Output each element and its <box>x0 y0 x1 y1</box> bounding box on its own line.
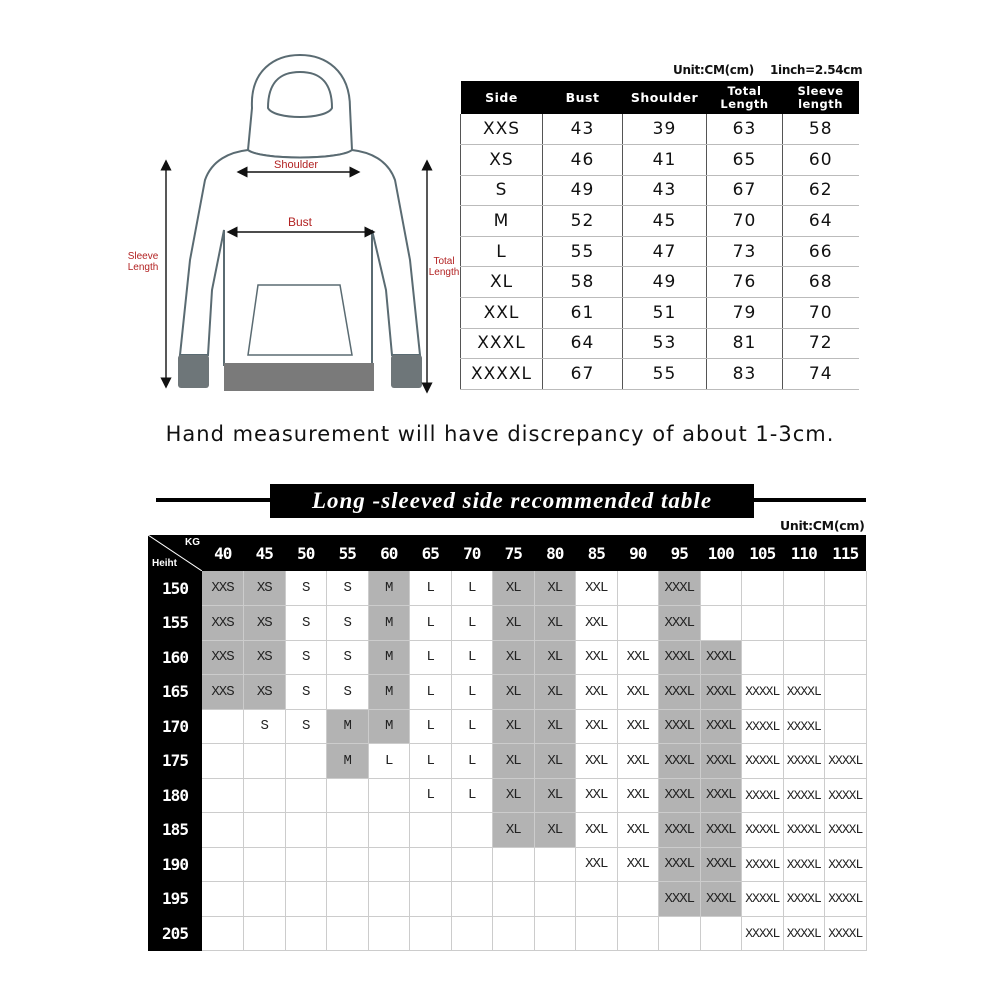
size-row <box>461 206 859 237</box>
size-recommendation-cell <box>451 916 493 951</box>
size-row <box>461 359 859 390</box>
size-recommendation-cell: M <box>368 571 410 606</box>
size-recommendation-cell: XXL <box>617 778 659 813</box>
hoodie-diagram <box>110 50 460 400</box>
size-recommendation-cell <box>493 916 535 951</box>
size-recommendation-cell: L <box>410 571 452 606</box>
size-recommendation-cell: S <box>244 709 286 744</box>
size-value-cell: 67 <box>707 175 783 206</box>
size-recommendation-cell <box>368 847 410 882</box>
size-header-cell: Bust <box>543 81 623 114</box>
weight-header-cell: 55 <box>327 535 369 571</box>
size-row <box>461 298 859 329</box>
weight-header-cell: 100 <box>700 535 742 571</box>
size-recommendation-cell <box>410 916 452 951</box>
size-recommendation-cell <box>825 571 867 606</box>
size-recommendation-cell <box>285 778 327 813</box>
size-value-cell: 62 <box>783 175 859 206</box>
size-recommendation-cell: XL <box>493 571 535 606</box>
size-recommendation-cell <box>285 813 327 848</box>
size-recommendation-grid <box>148 535 867 951</box>
bust-label: Bust <box>288 215 313 229</box>
height-header-cell: 195 <box>148 882 202 917</box>
size-value-cell: 64 <box>543 328 623 359</box>
size-recommendation-cell: L <box>451 675 493 710</box>
height-header-cell: 155 <box>148 606 202 641</box>
size-recommendation-cell <box>825 709 867 744</box>
size-recommendation-cell: XL <box>534 778 576 813</box>
size-recommendation-cell <box>825 675 867 710</box>
size-recommendation-cell: XXL <box>576 640 618 675</box>
height-row <box>148 813 866 848</box>
size-value-cell: 63 <box>707 114 783 145</box>
size-recommendation-cell: XXXL <box>659 847 701 882</box>
size-recommendation-cell <box>534 847 576 882</box>
size-recommendation-cell <box>368 778 410 813</box>
size-recommendation-cell <box>783 606 825 641</box>
height-row <box>148 916 866 951</box>
size-recommendation-cell: L <box>451 709 493 744</box>
size-value-cell: 58 <box>783 114 859 145</box>
unit-label: Unit:CM(cm) <box>673 63 754 77</box>
size-value-cell: 53 <box>623 328 707 359</box>
grid-corner <box>148 535 202 571</box>
size-recommendation-cell: XXL <box>576 778 618 813</box>
size-recommendation-cell: XXL <box>576 744 618 779</box>
size-recommendation-cell <box>244 882 286 917</box>
size-recommendation-cell: XXXXL <box>742 916 784 951</box>
size-recommendation-cell: L <box>451 606 493 641</box>
size-recommendation-cell: L <box>410 606 452 641</box>
size-value-cell: 47 <box>623 236 707 267</box>
height-row <box>148 882 866 917</box>
weight-header-cell: 50 <box>285 535 327 571</box>
size-recommendation-cell: XXXL <box>700 813 742 848</box>
size-recommendation-cell: XXS <box>202 675 244 710</box>
size-name-cell: M <box>461 206 543 237</box>
size-value-cell: 43 <box>623 175 707 206</box>
size-recommendation-cell: XL <box>493 640 535 675</box>
size-value-cell: 55 <box>623 359 707 390</box>
size-recommendation-cell: XXS <box>202 640 244 675</box>
size-recommendation-cell: XL <box>534 640 576 675</box>
size-recommendation-cell: S <box>285 640 327 675</box>
size-recommendation-cell: XL <box>534 709 576 744</box>
size-recommendation-cell <box>576 882 618 917</box>
size-recommendation-cell: XXXL <box>659 571 701 606</box>
size-recommendation-cell <box>825 640 867 675</box>
size-value-cell: 66 <box>783 236 859 267</box>
size-recommendation-cell <box>783 640 825 675</box>
size-table-header <box>461 81 859 114</box>
weight-header-cell: 115 <box>825 535 867 571</box>
size-name-cell: XXS <box>461 114 543 145</box>
size-recommendation-cell <box>202 778 244 813</box>
size-row <box>461 175 859 206</box>
conversion-label: 1inch=2.54cm <box>769 63 863 77</box>
size-value-cell: 68 <box>783 267 859 298</box>
size-recommendation-cell: XXXXL <box>783 916 825 951</box>
size-recommendation-cell: XXL <box>617 709 659 744</box>
size-row <box>461 328 859 359</box>
size-recommendation-cell: S <box>327 675 369 710</box>
size-header-cell: Shoulder <box>623 81 707 114</box>
weight-header-cell: 90 <box>617 535 659 571</box>
size-recommendation-cell: XXL <box>576 709 618 744</box>
size-recommendation-cell <box>451 847 493 882</box>
height-header-cell: 175 <box>148 744 202 779</box>
recommend-title: Long -sleeved side recommended table <box>270 484 754 518</box>
size-recommendation-cell <box>742 640 784 675</box>
size-recommendation-cell <box>576 916 618 951</box>
weight-header-cell: 95 <box>659 535 701 571</box>
size-recommendation-cell <box>825 606 867 641</box>
size-recommendation-cell: L <box>451 571 493 606</box>
size-row <box>461 114 859 145</box>
size-recommendation-cell <box>368 882 410 917</box>
size-recommendation-cell: XXXXL <box>742 882 784 917</box>
size-recommendation-cell <box>451 882 493 917</box>
size-recommendation-cell: XXXL <box>700 882 742 917</box>
sleeve-length-label: Sleeve Length <box>127 251 159 273</box>
size-recommendation-cell <box>244 744 286 779</box>
weight-header-cell: 75 <box>493 535 535 571</box>
size-value-cell: 61 <box>543 298 623 329</box>
size-recommendation-cell <box>493 882 535 917</box>
size-recommendation-cell: XXL <box>576 847 618 882</box>
size-recommendation-cell: L <box>410 640 452 675</box>
size-recommendation-cell: L <box>451 640 493 675</box>
size-value-cell: 76 <box>707 267 783 298</box>
unit-note <box>673 63 862 77</box>
size-name-cell: XXL <box>461 298 543 329</box>
size-recommendation-cell: XS <box>244 640 286 675</box>
weight-header-cell: 60 <box>368 535 410 571</box>
size-recommendation-cell <box>617 882 659 917</box>
size-recommendation-cell: XL <box>534 571 576 606</box>
size-recommendation-cell: S <box>285 606 327 641</box>
size-recommendation-cell: XXXL <box>700 675 742 710</box>
size-value-cell: 58 <box>543 267 623 298</box>
size-value-cell: 81 <box>707 328 783 359</box>
corner-height-label: Heiht <box>152 558 177 569</box>
height-row <box>148 675 866 710</box>
height-header-cell: 165 <box>148 675 202 710</box>
size-recommendation-cell: L <box>368 744 410 779</box>
size-recommendation-cell: XXL <box>617 675 659 710</box>
size-recommendation-cell <box>410 882 452 917</box>
size-recommendation-cell <box>493 847 535 882</box>
size-recommendation-cell: XL <box>493 813 535 848</box>
size-recommendation-cell <box>202 709 244 744</box>
height-header-cell: 190 <box>148 847 202 882</box>
size-value-cell: 73 <box>707 236 783 267</box>
size-recommendation-cell <box>742 606 784 641</box>
size-recommendation-cell: XXL <box>617 744 659 779</box>
weight-header-cell: 80 <box>534 535 576 571</box>
size-header-cell: Sleeve length <box>783 81 859 114</box>
size-recommendation-cell: S <box>285 571 327 606</box>
size-value-cell: 41 <box>623 145 707 176</box>
size-recommendation-cell: XXXL <box>700 744 742 779</box>
height-row <box>148 744 866 779</box>
size-recommendation-cell: XXXXL <box>825 813 867 848</box>
size-recommendation-cell: XXXXL <box>783 744 825 779</box>
size-row <box>461 145 859 176</box>
height-row <box>148 571 866 606</box>
weight-header-cell: 65 <box>410 535 452 571</box>
size-recommendation-cell: XL <box>493 778 535 813</box>
size-recommendation-cell: XL <box>534 675 576 710</box>
size-recommendation-cell: S <box>327 571 369 606</box>
size-name-cell: XXXL <box>461 328 543 359</box>
size-name-cell: L <box>461 236 543 267</box>
height-row <box>148 640 866 675</box>
height-row <box>148 778 866 813</box>
height-header-cell: 180 <box>148 778 202 813</box>
size-recommendation-cell: M <box>327 744 369 779</box>
weight-header-cell: 45 <box>244 535 286 571</box>
size-name-cell: XL <box>461 267 543 298</box>
size-recommendation-cell <box>327 916 369 951</box>
size-recommendation-cell: XL <box>534 744 576 779</box>
size-recommendation-cell: M <box>368 675 410 710</box>
size-recommendation-cell <box>244 778 286 813</box>
size-recommendation-cell <box>368 813 410 848</box>
size-value-cell: 46 <box>543 145 623 176</box>
size-recommendation-cell: XL <box>534 606 576 641</box>
size-recommendation-cell <box>285 916 327 951</box>
size-recommendation-cell: XXXXL <box>825 778 867 813</box>
size-recommendation-cell: M <box>368 606 410 641</box>
size-value-cell: 70 <box>707 206 783 237</box>
size-value-cell: 60 <box>783 145 859 176</box>
size-recommendation-cell: XS <box>244 571 286 606</box>
size-recommendation-cell: S <box>327 640 369 675</box>
size-value-cell: 67 <box>543 359 623 390</box>
size-recommendation-cell: S <box>285 675 327 710</box>
weight-header-cell: 70 <box>451 535 493 571</box>
size-recommendation-cell <box>327 778 369 813</box>
size-recommendation-cell: XXL <box>617 847 659 882</box>
size-recommendation-cell <box>783 571 825 606</box>
corner-kg-label: KG <box>185 537 200 548</box>
size-value-cell: 70 <box>783 298 859 329</box>
size-recommendation-cell: XXXXL <box>742 778 784 813</box>
size-value-cell: 55 <box>543 236 623 267</box>
size-value-cell: 72 <box>783 328 859 359</box>
height-row <box>148 847 866 882</box>
size-recommendation-cell <box>244 916 286 951</box>
size-recommendation-cell <box>285 882 327 917</box>
height-header-cell: 170 <box>148 709 202 744</box>
size-recommendation-cell <box>244 813 286 848</box>
size-recommendation-cell: XXXXL <box>783 709 825 744</box>
total-length-label: Total Length <box>428 256 460 278</box>
size-recommendation-cell: XXXXL <box>742 813 784 848</box>
size-recommendation-cell: L <box>410 744 452 779</box>
size-recommendation-cell: XXL <box>576 606 618 641</box>
size-recommendation-cell <box>534 916 576 951</box>
size-recommendation-cell: XXXXL <box>825 882 867 917</box>
size-recommendation-cell: M <box>368 709 410 744</box>
size-row <box>461 267 859 298</box>
size-recommendation-cell: M <box>327 709 369 744</box>
size-recommendation-cell <box>368 916 410 951</box>
size-recommendation-cell: XL <box>493 606 535 641</box>
size-recommendation-cell: XXXL <box>659 675 701 710</box>
size-value-cell: 43 <box>543 114 623 145</box>
size-value-cell: 79 <box>707 298 783 329</box>
weight-header-row <box>148 535 866 571</box>
height-header-cell: 160 <box>148 640 202 675</box>
size-recommendation-cell: XXXL <box>659 640 701 675</box>
size-recommendation-cell: XXS <box>202 606 244 641</box>
size-recommendation-cell: XXL <box>576 571 618 606</box>
size-recommendation-cell <box>285 744 327 779</box>
grid-body <box>148 571 866 951</box>
size-recommendation-cell <box>659 916 701 951</box>
shoulder-label: Shoulder <box>274 159 319 171</box>
size-recommendation-cell: XXXL <box>700 709 742 744</box>
size-recommendation-cell <box>285 847 327 882</box>
size-recommendation-cell: XXXXL <box>742 847 784 882</box>
size-recommendation-cell: XXXL <box>659 813 701 848</box>
size-recommendation-cell: XXXXL <box>783 882 825 917</box>
recommend-unit-label: Unit:CM(cm) <box>780 518 865 533</box>
size-recommendation-cell <box>202 744 244 779</box>
size-recommendation-cell: XXXXL <box>825 916 867 951</box>
size-recommendation-cell: XXXXL <box>825 847 867 882</box>
size-value-cell: 49 <box>543 175 623 206</box>
size-recommendation-cell <box>742 571 784 606</box>
size-recommendation-cell <box>534 882 576 917</box>
size-recommendation-cell <box>410 847 452 882</box>
size-recommendation-cell <box>617 606 659 641</box>
height-header-cell: 185 <box>148 813 202 848</box>
size-value-cell: 64 <box>783 206 859 237</box>
size-value-cell: 39 <box>623 114 707 145</box>
size-recommendation-cell: XXXL <box>659 744 701 779</box>
size-recommendation-cell: S <box>327 606 369 641</box>
size-value-cell: 74 <box>783 359 859 390</box>
size-recommendation-cell: XXXL <box>700 640 742 675</box>
size-recommendation-cell: L <box>451 744 493 779</box>
size-recommendation-cell: XL <box>493 709 535 744</box>
size-value-cell: 83 <box>707 359 783 390</box>
size-recommendation-cell: XXXL <box>659 606 701 641</box>
height-header-cell: 150 <box>148 571 202 606</box>
size-value-cell: 51 <box>623 298 707 329</box>
size-recommendation-cell <box>244 847 286 882</box>
size-recommendation-cell: XXXXL <box>783 675 825 710</box>
size-recommendation-cell: S <box>285 709 327 744</box>
size-recommendation-cell: XXXL <box>700 778 742 813</box>
size-row <box>461 236 859 267</box>
size-recommendation-cell: XXL <box>617 813 659 848</box>
size-recommendation-cell <box>202 847 244 882</box>
size-recommendation-cell: XXXL <box>659 882 701 917</box>
size-recommendation-cell: XXXXL <box>783 847 825 882</box>
size-recommendation-cell: XS <box>244 675 286 710</box>
size-recommendation-cell: XXL <box>617 640 659 675</box>
size-recommendation-cell: XL <box>493 675 535 710</box>
size-recommendation-cell <box>700 606 742 641</box>
size-name-cell: XS <box>461 145 543 176</box>
size-recommendation-cell <box>451 813 493 848</box>
size-recommendation-cell <box>700 571 742 606</box>
height-header-cell: 205 <box>148 916 202 951</box>
size-name-cell: XXXXL <box>461 359 543 390</box>
size-recommendation-cell <box>617 916 659 951</box>
height-row <box>148 606 866 641</box>
size-table-body <box>461 114 859 389</box>
size-recommendation-cell <box>202 882 244 917</box>
size-recommendation-cell: XXXXL <box>742 709 784 744</box>
size-value-cell: 65 <box>707 145 783 176</box>
height-row <box>148 709 866 744</box>
size-recommendation-cell: XXXL <box>659 709 701 744</box>
weight-header-cell: 105 <box>742 535 784 571</box>
size-recommendation-cell: XXXL <box>659 778 701 813</box>
size-recommendation-cell: M <box>368 640 410 675</box>
size-header-cell: Side <box>461 81 543 114</box>
size-recommendation-cell <box>202 916 244 951</box>
weight-header-cell: 85 <box>576 535 618 571</box>
size-value-cell: 52 <box>543 206 623 237</box>
size-recommendation-cell <box>202 813 244 848</box>
size-recommendation-cell: XXXXL <box>825 744 867 779</box>
size-recommendation-cell: XXXL <box>700 847 742 882</box>
size-recommendation-cell: L <box>410 778 452 813</box>
size-recommendation-cell: XXXXL <box>742 744 784 779</box>
size-recommendation-cell: XXL <box>576 813 618 848</box>
size-recommendation-cell: XL <box>534 813 576 848</box>
size-recommendation-cell: XXXXL <box>783 813 825 848</box>
size-recommendation-cell: XXS <box>202 571 244 606</box>
weight-header-cell: 110 <box>783 535 825 571</box>
size-recommendation-cell <box>327 882 369 917</box>
size-measurement-table <box>460 81 859 390</box>
size-recommendation-cell <box>327 813 369 848</box>
size-recommendation-cell <box>410 813 452 848</box>
size-recommendation-cell: L <box>451 778 493 813</box>
size-recommendation-cell: XXXXL <box>742 675 784 710</box>
size-recommendation-cell: XL <box>493 744 535 779</box>
size-value-cell: 45 <box>623 206 707 237</box>
size-recommendation-cell: XS <box>244 606 286 641</box>
size-recommendation-cell: L <box>410 709 452 744</box>
size-recommendation-cell <box>617 571 659 606</box>
size-recommendation-cell: XXXXL <box>783 778 825 813</box>
size-value-cell: 49 <box>623 267 707 298</box>
size-header-cell: Total Length <box>707 81 783 114</box>
size-recommendation-cell: XXL <box>576 675 618 710</box>
discrepancy-note: Hand measurement will have discrepancy of about 1-3cm. <box>165 422 835 446</box>
size-recommendation-cell: L <box>410 675 452 710</box>
size-recommendation-cell <box>700 916 742 951</box>
size-name-cell: S <box>461 175 543 206</box>
size-recommendation-cell <box>327 847 369 882</box>
weight-header-cell: 40 <box>202 535 244 571</box>
